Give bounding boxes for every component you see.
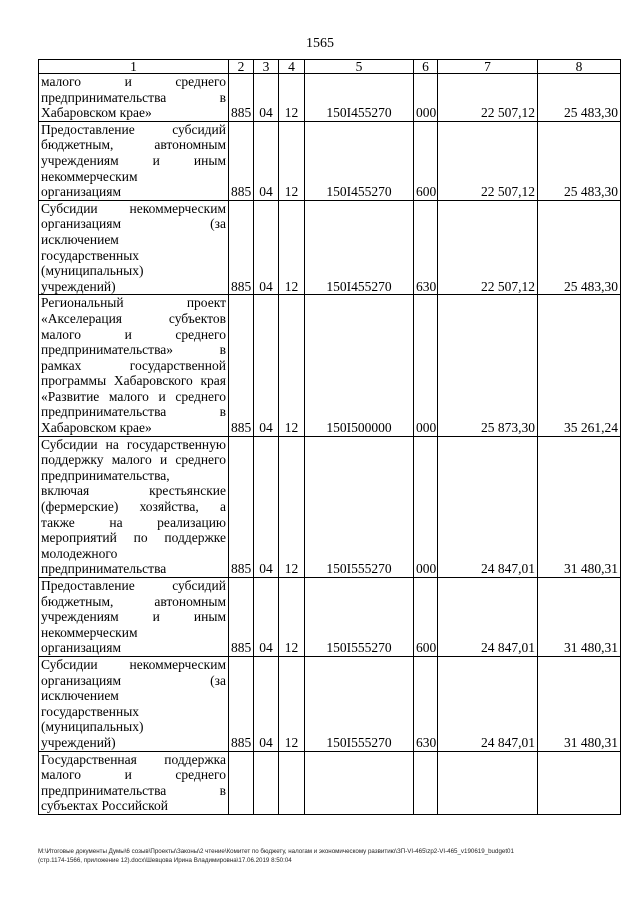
description-line: исключением (41, 231, 119, 247)
subsection-code-cell: 12 (279, 578, 305, 657)
subsection-code-cell: 12 (279, 656, 305, 751)
table-row (39, 436, 621, 577)
file-path-footer (38, 847, 620, 865)
subsection-code-cell: 12 (279, 295, 305, 436)
description-line: организациям (за (41, 216, 226, 232)
amount-year1-cell: 24 847,01 (438, 656, 538, 751)
section-code-cell: 04 (254, 578, 279, 657)
header-cell: 5 (305, 60, 414, 74)
description-line: Предоставление субсидий (41, 578, 226, 593)
description-line: бюджетным, автономным (41, 137, 226, 153)
description-line: малого и среднего (41, 767, 226, 783)
amount-year1-cell: 22 507,12 (438, 121, 538, 200)
target-article-cell: 150I500000 (305, 295, 414, 436)
amount-year2-cell: 25 483,30 (538, 200, 621, 295)
expense-type-cell: 000 (414, 436, 438, 577)
description-line: (муниципальных) (41, 719, 144, 735)
target-article-cell: 150I555270 (305, 436, 414, 577)
description-line: Предоставление субсидий (41, 121, 226, 137)
row-description (39, 295, 229, 436)
amount-year1-cell: 25 873,30 (438, 295, 538, 436)
target-article-cell: 150I455270 (305, 200, 414, 295)
admin-code-cell (229, 751, 254, 814)
expense-type-cell (414, 751, 438, 814)
row-description (39, 121, 229, 200)
expense-type-cell: 630 (414, 200, 438, 295)
amount-year2-cell: 25 483,30 (538, 74, 621, 122)
amount-year1-cell: 22 507,12 (438, 200, 538, 295)
table-row (39, 578, 621, 657)
description-line: учреждений) (41, 734, 116, 750)
description-line: учреждениям и иным (41, 609, 226, 625)
description-line: предпринимательства в (41, 782, 226, 798)
admin-code-cell: 885 (229, 656, 254, 751)
admin-code-cell: 885 (229, 295, 254, 436)
description-line: Региональный проект (41, 295, 226, 311)
amount-year2-cell: 31 480,31 (538, 656, 621, 751)
description-line: молодежного (41, 545, 118, 561)
subsection-code-cell: 12 (279, 74, 305, 122)
table-row (39, 656, 621, 751)
section-code-cell: 04 (254, 295, 279, 436)
target-article-cell (305, 751, 414, 814)
section-code-cell: 04 (254, 121, 279, 200)
target-article-cell: 150I555270 (305, 578, 414, 657)
table-row (39, 295, 621, 436)
description-line: Субсидии некоммерческим (41, 200, 226, 216)
amount-year1-cell: 22 507,12 (438, 74, 538, 122)
row-description (39, 751, 229, 814)
amount-year2-cell (538, 751, 621, 814)
description-line: предпринимательства в (41, 404, 226, 420)
header-cell: 6 (414, 60, 438, 74)
expense-type-cell: 630 (414, 656, 438, 751)
header-cell: 8 (538, 60, 621, 74)
expense-type-cell: 000 (414, 295, 438, 436)
admin-code-cell: 885 (229, 121, 254, 200)
admin-code-cell: 885 (229, 436, 254, 577)
amount-year2-cell: 31 480,31 (538, 436, 621, 577)
description-line: Субсидии на государственную (41, 436, 226, 452)
description-line: малого и среднего (41, 326, 226, 342)
description-line: некоммерческим (41, 624, 138, 640)
page-number: 1565 (306, 36, 334, 51)
amount-year2-cell: 35 261,24 (538, 295, 621, 436)
subsection-code-cell: 12 (279, 436, 305, 577)
expense-type-cell: 000 (414, 74, 438, 122)
table-row (39, 751, 621, 814)
row-description (39, 200, 229, 295)
header-cell: 3 (254, 60, 279, 74)
row-description (39, 436, 229, 577)
description-line: организациям (41, 184, 122, 200)
description-line: (фермерские) хозяйства, а (41, 499, 226, 515)
row-description (39, 578, 229, 657)
subsection-code-cell (279, 751, 305, 814)
section-code-cell: 04 (254, 200, 279, 295)
description-line: учреждениям и иным (41, 152, 226, 168)
description-line: малого и среднего (41, 74, 226, 89)
table-row (39, 74, 621, 122)
description-line: субъектах Российской (41, 798, 168, 814)
description-line: Хабаровском крае» (41, 105, 152, 121)
header-cell: 4 (279, 60, 305, 74)
section-code-cell: 04 (254, 436, 279, 577)
description-line: государственных (41, 247, 140, 263)
admin-code-cell: 885 (229, 74, 254, 122)
footer-line: (стр.1174-1566, приложение 12).docx\Шевцова Ирина Владимировна\17.06.2019 8:50:04 (38, 857, 292, 864)
table-body (39, 74, 621, 815)
admin-code-cell: 885 (229, 200, 254, 295)
target-article-cell: 150I555270 (305, 656, 414, 751)
footer-line: M:\Итоговые документы Думы\6 созыв\Проекты\Законы\2 чтение\Комитет по бюджету, налогам и экономическому развитию\ЗП-VI-465\zp2-VI-465_v190619_budget01 (38, 848, 514, 855)
description-line: Государственная поддержка (41, 751, 226, 767)
description-line: поддержку малого и среднего (41, 452, 226, 468)
description-line: организациям (41, 640, 122, 656)
description-line: некоммерческим (41, 168, 138, 184)
description-line: (муниципальных) (41, 263, 144, 279)
header-cell: 7 (438, 60, 538, 74)
description-line: предпринимательства (41, 561, 167, 577)
description-line: также на реализацию (41, 514, 226, 530)
description-line: организациям (за (41, 672, 226, 688)
description-line: «Акселерация субъектов (41, 310, 226, 326)
description-line: учреждений) (41, 278, 116, 294)
header-cell: 1 (39, 60, 229, 74)
amount-year1-cell: 24 847,01 (438, 436, 538, 577)
table-row (39, 200, 621, 295)
admin-code-cell: 885 (229, 578, 254, 657)
target-article-cell: 150I455270 (305, 121, 414, 200)
target-article-cell: 150I455270 (305, 74, 414, 122)
section-code-cell: 04 (254, 74, 279, 122)
description-line: предпринимательства, (41, 467, 170, 483)
subsection-code-cell: 12 (279, 121, 305, 200)
description-line: Субсидии некоммерческим (41, 656, 226, 672)
expense-type-cell: 600 (414, 121, 438, 200)
row-description (39, 656, 229, 751)
expense-type-cell: 600 (414, 578, 438, 657)
description-line: предпринимательства» в (41, 342, 226, 358)
description-line: исключением (41, 688, 119, 704)
section-code-cell (254, 751, 279, 814)
description-line: мероприятий по поддержке (41, 530, 226, 546)
table-row (39, 121, 621, 200)
row-description (39, 74, 229, 122)
description-line: государственных (41, 703, 140, 719)
description-line: «Развитие малого и среднего (41, 388, 226, 404)
description-line: рамках государственной (41, 357, 226, 373)
header-cell: 2 (229, 60, 254, 74)
budget-table (38, 59, 621, 815)
amount-year1-cell: 24 847,01 (438, 578, 538, 657)
header-row (39, 60, 621, 74)
amount-year2-cell: 31 480,31 (538, 578, 621, 657)
description-line: предпринимательства в (41, 89, 226, 105)
description-line: программы Хабаровского края (41, 373, 226, 389)
subsection-code-cell: 12 (279, 200, 305, 295)
amount-year1-cell (438, 751, 538, 814)
amount-year2-cell: 25 483,30 (538, 121, 621, 200)
section-code-cell: 04 (254, 656, 279, 751)
description-line: Хабаровском крае» (41, 420, 152, 436)
description-line: бюджетным, автономным (41, 593, 226, 609)
description-line: включая крестьянские (41, 483, 226, 499)
